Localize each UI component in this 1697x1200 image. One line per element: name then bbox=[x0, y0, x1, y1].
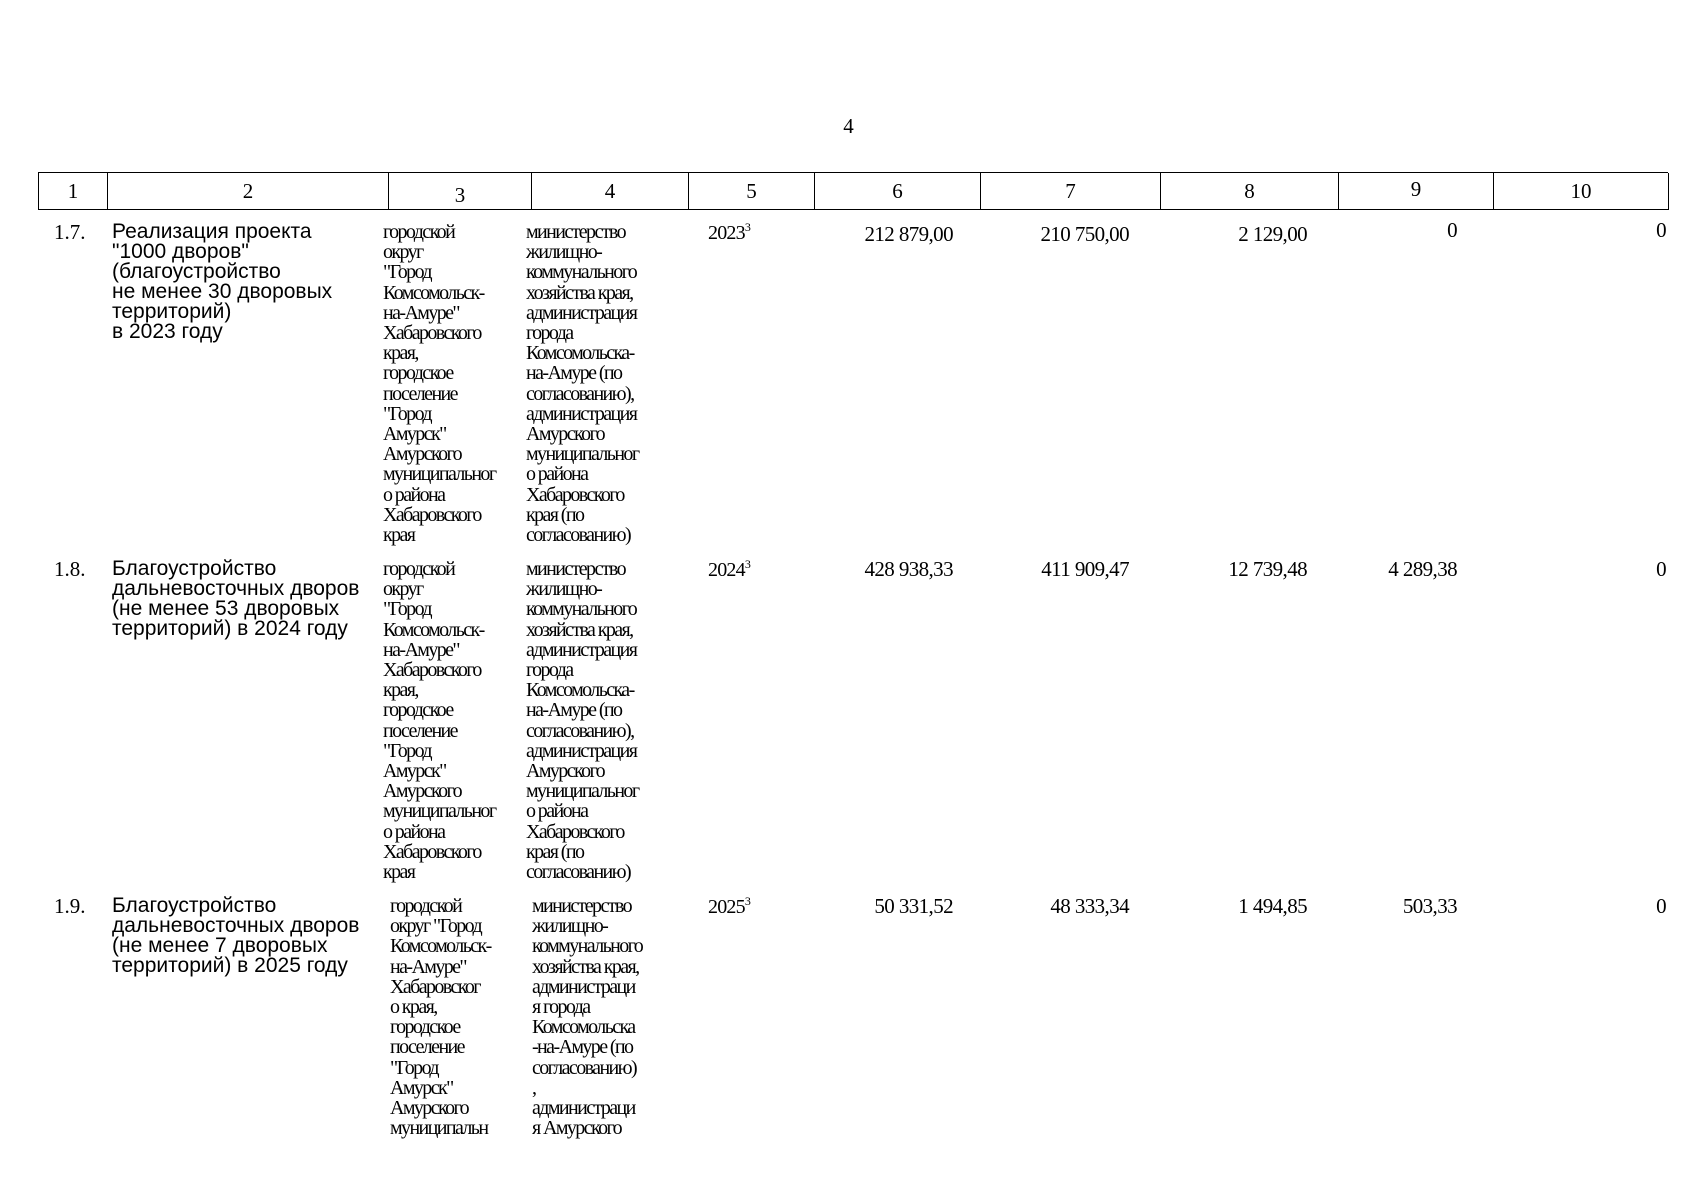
footnote-mark: 3 bbox=[744, 557, 751, 571]
responsible-cell: министерство жилищно- коммунального хозяйства края, администраци я города Комсомольска -на-Амуре (по согласованию) , администраци я Амурского bbox=[532, 895, 643, 1140]
column-header-3: 3 bbox=[389, 173, 532, 210]
amount-col8: 12 739,48 bbox=[1228, 557, 1307, 581]
column-header-6: 6 bbox=[815, 173, 981, 210]
amount-col6: 50 331,52 bbox=[874, 894, 953, 918]
event-name: Реализация проекта "1000 дворов" (благоустройство не менее 30 дворовых территорий) в 2023 году bbox=[112, 220, 333, 343]
column-header-7: 7 bbox=[981, 173, 1161, 210]
amount-col8: 2 129,00 bbox=[1238, 222, 1307, 246]
executor-cell: городской округ "Город Комсомольск- на-Амуре" Хабаровского края, городское поселение "Город Амурск" Амурского муниципальног о района Хабаровского края bbox=[383, 558, 496, 884]
column-header-2: 2 bbox=[108, 173, 389, 210]
amount-col9: 503,33 bbox=[1402, 894, 1457, 918]
column-header-8: 8 bbox=[1161, 173, 1339, 210]
responsible-cell: министерство жилищно- коммунального хозяйства края, администрация города Комсомольска- на-Амуре (по согласованию), администрация Амурского муниципальног о района Хабаровского края (по согласованию) bbox=[526, 221, 639, 547]
amount-col8: 1 494,85 bbox=[1238, 894, 1307, 918]
amount-col9: 4 289,38 bbox=[1388, 557, 1457, 581]
footnote-mark: 3 bbox=[744, 894, 751, 908]
amount-col10: 0 bbox=[1656, 218, 1666, 242]
amount-col9: 0 bbox=[1447, 218, 1457, 242]
year-cell: 2024$^3$ bbox=[708, 557, 751, 581]
year-cell: 2023$^3$ bbox=[708, 220, 751, 244]
footnote-mark: 3 bbox=[744, 220, 751, 234]
amount-col7: 48 333,34 bbox=[1050, 894, 1129, 918]
executor-cell: городской округ "Город Комсомольск- на-Амуре" Хабаровског о края, городское поселение "Город Амурск" Амурского муниципальн bbox=[390, 895, 491, 1140]
amount-col7: 411 909,47 bbox=[1041, 557, 1129, 581]
amount-col6: 428 938,33 bbox=[864, 557, 953, 581]
responsible-cell: министерство жилищно- коммунального хозяйства края, администрация города Комсомольска- на-Амуре (по согласованию), администрация Амурского муниципальног о района Хабаровского края (по согласованию) bbox=[526, 558, 639, 884]
table-header-row bbox=[38, 172, 1668, 210]
column-header-4: 4 bbox=[532, 173, 689, 210]
amount-col6: 212 879,00 bbox=[864, 222, 953, 246]
row-number: 1.7. bbox=[54, 220, 86, 244]
event-name: Благоустройство дальневосточных дворов (не менее 53 дворовых территорий) в 2024 году bbox=[112, 557, 360, 640]
page-number: 4 bbox=[843, 114, 854, 138]
column-header-5: 5 bbox=[689, 173, 815, 210]
column-header-10: 10 bbox=[1494, 173, 1669, 210]
amount-col10: 0 bbox=[1656, 894, 1666, 918]
column-header-9: 9 bbox=[1339, 173, 1494, 210]
event-name: Благоустройство дальневосточных дворов (не менее 7 дворовых территорий) в 2025 году bbox=[112, 894, 360, 977]
row-number: 1.8. bbox=[54, 557, 86, 581]
row-number: 1.9. bbox=[54, 894, 86, 918]
amount-col10: 0 bbox=[1656, 557, 1666, 581]
year-cell: 2025$^3$ bbox=[708, 894, 751, 918]
column-header-1: 1 bbox=[39, 173, 108, 210]
amount-col7: 210 750,00 bbox=[1040, 222, 1129, 246]
executor-cell: городской округ "Город Комсомольск- на-Амуре" Хабаровского края, городское поселение "Город Амурск" Амурского муниципальног о района Хабаровского края bbox=[383, 221, 496, 547]
